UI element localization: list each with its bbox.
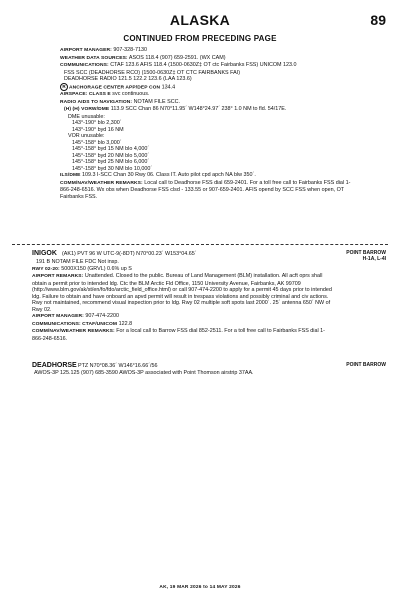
airport-sub-line: 191 B NOTAM FILE FDC Not insp. xyxy=(36,259,119,265)
continued-heading: CONTINUED FROM PRECEDING PAGE xyxy=(123,34,277,43)
value: svc continuous. xyxy=(112,91,150,98)
value: 907-328-7130 xyxy=(113,47,147,53)
airport-name-inigok: INIGOK xyxy=(32,250,57,257)
anchorage-center-line xyxy=(60,83,360,92)
value: For a local call to Barrow FSS dial 852-2511. For a toll free call to Fairbanks FSS dial 1-866-248-6516. xyxy=(32,328,325,342)
airport-manager-line xyxy=(60,47,360,55)
runway-line xyxy=(32,266,332,274)
inigok-entry xyxy=(32,259,332,342)
weather-sources-line xyxy=(60,55,360,63)
value: 109.3 I-SCC Chan 30 Rwy 06. Class IT. Auto pilot cpd apch NA blw 350´. xyxy=(82,172,256,179)
vor-dme-line xyxy=(60,106,360,114)
ils-dme-line xyxy=(60,172,360,180)
label: AIRPORT MANAGER: xyxy=(32,314,84,319)
label: ANCHORAGE CENTER APP/DEP CON xyxy=(69,84,161,90)
vor-unusable-item: 145°-158° byd 25 NM blo 6,000´ xyxy=(72,159,150,166)
dme-unusable-head: DME unusable: xyxy=(68,113,105,120)
label: COMM/NAV/WEATHER REMARKS: xyxy=(60,180,143,186)
value: 907-474-2200 xyxy=(85,313,119,319)
comm-nav-weather-remarks xyxy=(60,180,360,201)
page-number: 89 xyxy=(370,12,386,28)
chart-reference xyxy=(346,250,386,262)
label: AIRPORT MANAGER: xyxy=(60,48,112,53)
r-circle-icon: R xyxy=(60,83,68,91)
label: COMM/NAV/WEATHER REMARKS: xyxy=(32,329,115,334)
label: RWY 02-20: xyxy=(32,266,60,272)
vor-unusable-item: 145°-158° byd 30 NM blo 10,000´ xyxy=(72,165,153,172)
page-title: ALASKA xyxy=(169,12,231,28)
communications-line xyxy=(60,62,360,70)
chart-sub: H-1A, L-4I xyxy=(362,256,386,262)
fss-line: FSS SCC (DEADHORSE RCO) (1500-0630Z‡ OT CTC FAIRBANKS FAI) xyxy=(64,69,241,76)
airport-name-deadhorse: DEADHORSE xyxy=(32,362,77,369)
value: 113.9 SCC Chan 86 N70°11.95´ W148°24.97´ 238° 1.0 NM to fld. 54/17E. xyxy=(110,106,287,113)
airport-manager-line xyxy=(32,313,332,321)
value: ASOS 118.4 (907) 659-2591. (WX CAM) xyxy=(128,54,226,61)
value: Unattended. Closed to the public. Bureau of Land Management (BLM) installation. All acft oprs shall obtain a permit prior to intended ldg. Ctc the BLM Arctic Fld Office, 1150 University Avenue, Fairbanks, AK 99709 (http://www.blm.gov/ak/st/en/fo/fdo/arctic_field_office.html) or call 907-474-2200 to apply for a permit 45 days prior to intended ldg. Failure to obtain and have onboard an apvd permit will result in trespass violations and possibly criminal and civ actions. Rwy not maintained, recommend visual inspection prior to ldg. Rwy 02 multiple soft spots last 2000´. 25´ antenna 650´ NW of Rwy 02. xyxy=(32,273,332,313)
value: NOTAM FILE SCC. xyxy=(133,98,180,105)
label: WEATHER DATA SOURCES: xyxy=(60,55,128,61)
page-footer: AK, 19 MAR 2026 to 14 MAY 2026 xyxy=(159,585,241,590)
label: AIRPORT REMARKS: xyxy=(32,274,84,279)
airport-remarks xyxy=(32,273,332,313)
vor-unusable-head: VOR unusable: xyxy=(68,133,105,140)
airport-ident-line: (AK1) PVT 96 W UTC-9(-8DT) N70°00.23´ W153°04.65´ xyxy=(62,251,197,257)
label: (H) (H) VORW/DME xyxy=(64,107,110,113)
label: COMMUNICATIONS: CTAF/UNICOM xyxy=(32,321,118,327)
awos-line: AWOS-3P 125.125 (907) 685-3590 AWOS-3P associated with Point Thomson airstrip 37AA. xyxy=(34,370,254,376)
communications-line xyxy=(32,321,332,329)
airport-ident-line: PTZ N70°08.36´ W146°16.66´/56 xyxy=(78,363,158,369)
entry-divider xyxy=(12,244,388,245)
radio-aids-line xyxy=(60,99,360,107)
radio-line: DEADHORSE RADIO 121.5 122.2 123.6 (LAA 123.6) xyxy=(64,76,192,82)
label: RADIO AIDS TO NAVIGATION: xyxy=(60,99,133,105)
label: COMMUNICATIONS: xyxy=(60,63,109,68)
chart-reference xyxy=(346,362,386,368)
airspace-line xyxy=(60,91,360,99)
value: 134.4 xyxy=(161,83,176,90)
label: AIRSPACE: CLASS E xyxy=(60,92,111,98)
dme-unusable-item: 143°-190° byd 16 NM xyxy=(72,126,124,133)
value: 5000X150 (GRVL) 0.6% up S xyxy=(61,265,132,272)
value: 122.8 xyxy=(118,320,133,327)
vor-unusable-item: 145°-158° byd 15 NM blo 4,000´ xyxy=(72,146,150,153)
value: CTAF 123.6 AFIS 118.4 (1500-0630Z‡ OT ctc Fairbanks FSS) UNICOM 123.0 xyxy=(110,62,297,68)
vor-unusable-item: 145°-158° blo 3,000´ xyxy=(72,139,122,146)
value: Local call to Deadhorse FSS dial 659-2401. For a toll free call to Fairbanks FSS dial 1-866-248-6516. Wx obs when Deadhorse FSS clsd - 133.55 or 907-659-2401. AFIS opend by SCC FSS when open, OT Fairbanks FSS. xyxy=(60,179,351,200)
chart-label: POINT BARROW xyxy=(346,362,386,368)
comm-nav-weather-remarks xyxy=(32,328,332,342)
vor-unusable-item: 145°-158° byd 20 NM blo 5,000´ xyxy=(72,152,150,159)
label: ILS/DME xyxy=(60,173,81,179)
chart-label: POINT BARROW xyxy=(346,250,386,256)
dme-unusable-item: 143°-190° blo 2,300´ xyxy=(72,120,122,127)
continued-entry xyxy=(60,47,360,200)
